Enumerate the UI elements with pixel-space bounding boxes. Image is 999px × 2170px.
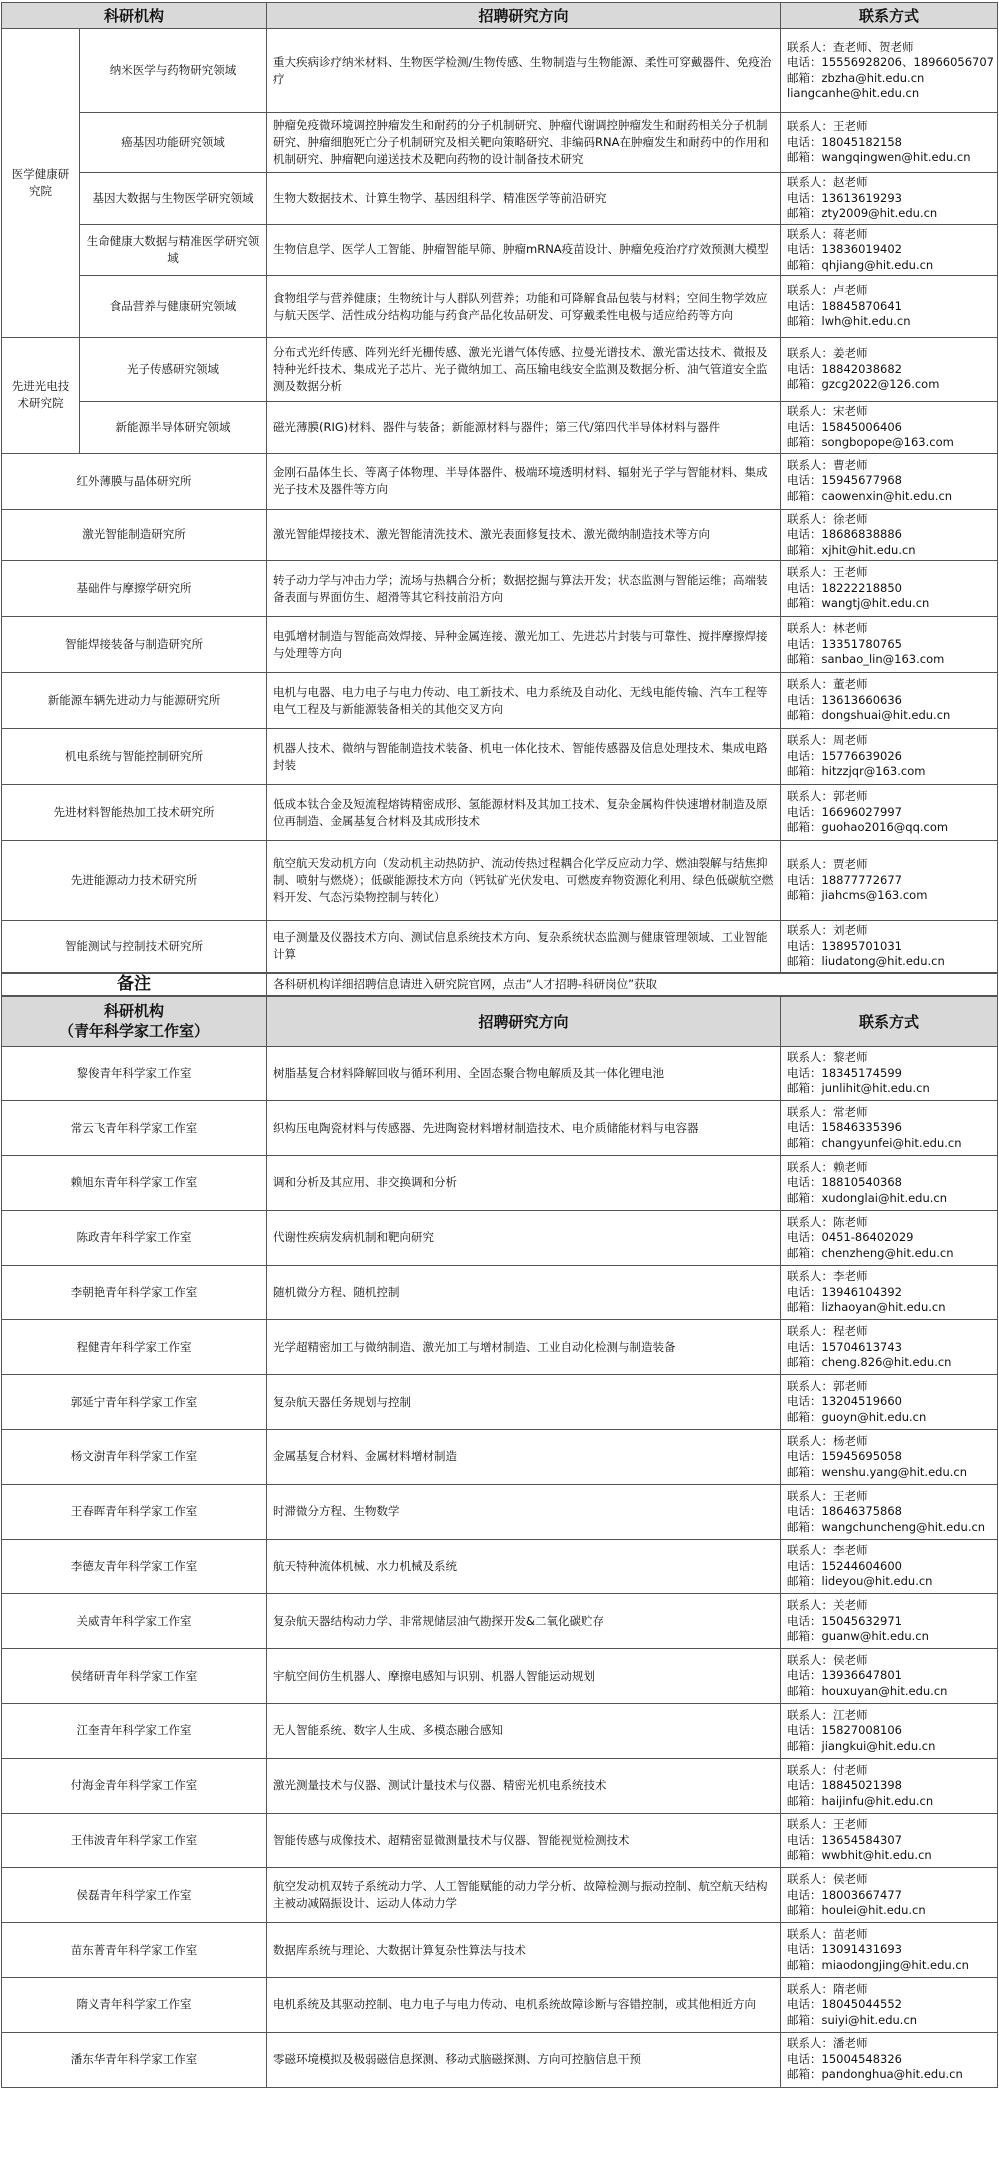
contact-line: 电话：15945677968: [787, 473, 902, 488]
contact-line: 电话：18345174599: [787, 1065, 902, 1080]
studio-name: 王伟波青年科学家工作室: [2, 1813, 267, 1868]
contact-line: 电话：13946104392: [787, 1284, 902, 1299]
contact-line: 邮箱：wangtj@hit.edu.cn: [787, 596, 930, 611]
studio-name: 李德友青年科学家工作室: [2, 1539, 267, 1594]
institute-name: 红外薄膜与晶体研究所: [2, 453, 267, 509]
contact-line: 电话：13613660636: [787, 692, 902, 707]
institute-row: [2, 785, 998, 841]
note-table: [1, 973, 998, 996]
contact-line: 联系人：宋老师: [787, 404, 868, 418]
research-direction: 生物大数据技术、计算生物学、基因组科学、精准医学等前沿研究: [267, 173, 781, 225]
contact-line: 联系人：赵老师: [787, 175, 868, 189]
contact-cell: [781, 1758, 998, 1813]
contact-line: 电话：15556928206、18966056707: [787, 55, 994, 69]
studio-name: 赖旭东青年科学家工作室: [2, 1156, 267, 1211]
contact-cell: [781, 1156, 998, 1211]
contact-line: 邮箱：wangqingwen@hit.edu.cn: [787, 150, 971, 165]
contact-cell: [781, 276, 998, 338]
contact-line: 电话：15045632971: [787, 1613, 902, 1628]
research-direction: 宇航空间仿生机器人、摩擦电感知与识别、机器人智能运动规划: [267, 1649, 781, 1704]
contact-line: 联系人：王老师: [787, 1817, 868, 1832]
contact-line: 邮箱：wangchuncheng@hit.edu.cn: [787, 1519, 986, 1534]
contact-cell: [781, 338, 998, 402]
research-field: 癌基因功能研究领域: [80, 113, 267, 173]
contact-line: 联系人：付老师: [787, 1762, 868, 1777]
studio-row: [2, 1320, 998, 1375]
institute-name: 先进光电技术研究院: [2, 338, 80, 454]
contact-cell: [781, 402, 998, 454]
contact-line: 电话：13654584307: [787, 1832, 902, 1847]
contact-cell: [781, 113, 998, 173]
contact-line: 联系人：江老师: [787, 1707, 868, 1722]
institute-row: [2, 173, 998, 225]
recruitment-sheet: [1, 2, 997, 2088]
contact-cell: [781, 1704, 998, 1759]
research-field: 光子传感研究领域: [80, 338, 267, 402]
contact-line: 联系人：潘老师: [787, 2036, 868, 2051]
contact-line: 联系人：李老师: [787, 1543, 868, 1558]
contact-line: 联系人：王老师: [787, 565, 868, 580]
contact-line: 电话：18003667477: [787, 1887, 902, 1902]
contact-line: 联系人：王老师: [787, 1488, 868, 1503]
studio-name: 王春晖青年科学家工作室: [2, 1484, 267, 1539]
institute-row: [2, 673, 998, 729]
contact-line: 邮箱：houlei@hit.edu.cn: [787, 1903, 926, 1918]
research-direction: 电子测量及仪器技术方向、测试信息系统技术方向、复杂系统状态监测与健康管理领域、工业智能计算: [267, 921, 781, 973]
contact-line: 联系人：苗老师: [787, 1926, 868, 1941]
studio-row: [2, 1758, 998, 1813]
contact-line: 邮箱：lwh@hit.edu.cn: [787, 314, 911, 329]
research-direction: 重大疾病诊疗纳米材料、生物医学检测/生物传感、生物制造与生物能源、柔性可穿戴器件、免疫治疗: [267, 29, 781, 113]
research-direction: 机器人技术、微纳与智能制造技术装备、机电一体化技术、智能传感器及信息处理技术、集成电路封装: [267, 729, 781, 785]
contact-line: 联系人：陈老师: [787, 1214, 868, 1229]
contact-line: 电话：15945695058: [787, 1449, 902, 1464]
research-direction: 电机系统及其驱动控制、电力电子与电力传动、电机系统故障诊断与容错控制，或其他相近方向: [267, 1978, 781, 2033]
contact-line: 电话：18845870641: [787, 298, 902, 313]
contact-line: 联系人：黎老师: [787, 1050, 868, 1065]
studio-row: [2, 1156, 998, 1211]
contact-line: 电话：15827008106: [787, 1723, 902, 1738]
contact-cell: [781, 785, 998, 841]
contact-cell: [781, 1046, 998, 1101]
contact-cell: [781, 1539, 998, 1594]
research-direction: 肿瘤免疫微环境调控肿瘤发生和耐药的分子机制研究、肿瘤代谢调控肿瘤发生和耐药相关分子机制研究、肿瘤细胞死亡分子机制研究及相关靶向策略研究、非编码RNA在肿瘤发生和耐药中的作用和机制研究、肿瘤靶向递送技术及靶向药物的设计制备技术研究: [267, 113, 781, 173]
contact-line: 联系人：隋老师: [787, 1981, 868, 1996]
contact-line: 邮箱：suiyi@hit.edu.cn: [787, 2012, 918, 2027]
institute-row: [2, 509, 998, 561]
studio-name: 隋义青年科学家工作室: [2, 1978, 267, 2033]
institute-row: [2, 402, 998, 454]
contact-line: 电话：15846335396: [787, 1120, 902, 1135]
research-direction: 航空发动机双转子系统动力学、人工智能赋能的动力学分析、故障检测与振动控制、航空航天结构主被动减隔振设计、运动人体动力学: [267, 1868, 781, 1923]
studio-row: [2, 1649, 998, 1704]
header-institution: 科研机构: [2, 3, 267, 29]
research-direction: 激光测量技术与仪器、测试计量技术与仪器、精密光机电系统技术: [267, 1758, 781, 1813]
contact-line: 联系人：郭老师: [787, 789, 868, 804]
contact-line: 电话：18222218850: [787, 580, 902, 595]
contact-line: 邮箱：wwbhit@hit.edu.cn: [787, 1848, 932, 1863]
contact-line: 邮箱：xudonglai@hit.edu.cn: [787, 1190, 948, 1205]
institute-row: [2, 617, 998, 673]
studio-name: 李朝艳青年科学家工作室: [2, 1265, 267, 1320]
research-direction: 织构压电陶瓷材料与传感器、先进陶瓷材料增材制造技术、电介质储能材料与电容器: [267, 1101, 781, 1156]
contact-line: 电话：13091431693: [787, 1942, 902, 1957]
contact-cell: [781, 729, 998, 785]
research-direction: 零磁环境模拟及极弱磁信息探测、移动式脑磁探测、方向可控脑信息干预: [267, 2032, 781, 2087]
studio-row: [2, 1101, 998, 1156]
contact-line: 邮箱：qhjiang@hit.edu.cn: [787, 257, 934, 272]
studio-row: [2, 1046, 998, 1101]
contact-line: 联系人：程老师: [787, 1324, 868, 1339]
contact-line: 联系人：侯老师: [787, 1652, 868, 1667]
contact-line: 邮箱：songbopope@163.com: [787, 435, 954, 449]
contact-line: 联系人：郭老师: [787, 1378, 868, 1393]
contact-cell: [781, 509, 998, 561]
research-field: 食品营养与健康研究领域: [80, 276, 267, 338]
contact-line: 联系人：徐老师: [787, 511, 868, 526]
contact-line: 联系人：董老师: [787, 677, 868, 692]
contact-line: 电话：15704613743: [787, 1339, 902, 1354]
contact-line: 邮箱：jiahcms@163.com: [787, 888, 928, 903]
contact-cell: [781, 1101, 998, 1156]
contact-line: 邮箱：liudatong@hit.edu.cn: [787, 954, 945, 968]
institute-name: 医学健康研究院: [2, 29, 80, 338]
research-direction: 转子动力学与冲击力学；流场与热耦合分析；数据挖掘与算法开发；状态监测与智能运维；高端装备表面与界面仿生、超滑等其它科技前沿方向: [267, 561, 781, 617]
contact-line: 邮箱：zbzha@hit.edu.cn: [787, 70, 925, 85]
research-direction: 无人智能系统、数字人生成、多模态融合感知: [267, 1704, 781, 1759]
contact-line: 联系人：赖老师: [787, 1159, 868, 1174]
contact-cell: [781, 673, 998, 729]
contact-line: 电话：18842038682: [787, 361, 902, 376]
contact-line: 邮箱：guanw@hit.edu.cn: [787, 1629, 929, 1644]
contact-line: 联系人：关老师: [787, 1598, 868, 1613]
research-direction: 食物组学与营养健康；生物统计与人群队列营养；功能和可降解食品包装与材料；空间生物学效应与航天医学、活性成分结构功能与药食产品化妆品研发、可穿戴柔性电极与适应给药等方向: [267, 276, 781, 338]
studio-row: [2, 1484, 998, 1539]
studio-name: 杨文澍青年科学家工作室: [2, 1430, 267, 1485]
contact-line: 电话：18810540368: [787, 1175, 902, 1190]
studio-row: [2, 2032, 998, 2087]
contact-line: 联系人：蒋老师: [787, 226, 868, 241]
contact-line: 邮箱：cheng.826@hit.edu.cn: [787, 1355, 952, 1370]
institute-row: [2, 224, 998, 276]
contact-line: 联系人：王老师: [787, 119, 868, 134]
studio-name: 黎俊青年科学家工作室: [2, 1046, 267, 1101]
note-text: 各科研机构详细招聘信息请进入研究院官网，点击“人才招聘-科研岗位”获取: [267, 973, 998, 995]
contact-line: 邮箱：caowenxin@hit.edu.cn: [787, 488, 953, 503]
contact-cell: [781, 561, 998, 617]
contact-line: 电话：16696027997: [787, 804, 902, 819]
contact-line: 电话：15244604600: [787, 1558, 902, 1573]
contact-cell: [781, 1978, 998, 2033]
studio-row: [2, 1539, 998, 1594]
institute-table-body: [2, 29, 998, 973]
research-direction: 时滞微分方程、生物数学: [267, 1484, 781, 1539]
institute-row: [2, 561, 998, 617]
research-direction: 电弧增材制造与智能高效焊接、异种金属连接、激光加工、先进芯片封装与可靠性、搅拌摩擦焊接与处理等方向: [267, 617, 781, 673]
contact-line: 邮箱：chenzheng@hit.edu.cn: [787, 1245, 954, 1260]
research-field: 纳米医学与药物研究领域: [80, 29, 267, 113]
contact-line: 联系人：常老师: [787, 1104, 868, 1119]
contact-cell: [781, 1430, 998, 1485]
contact-line: 电话：18045044552: [787, 1997, 902, 2012]
contact-cell: [781, 1649, 998, 1704]
contact-line: 电话：13836019402: [787, 242, 902, 256]
institute-row: [2, 113, 998, 173]
studio-name: 程健青年科学家工作室: [2, 1320, 267, 1375]
contact-line: 联系人：贾老师: [787, 857, 868, 872]
contact-line: 联系人：曹老师: [787, 457, 868, 472]
contact-line: 电话：0451-86402029: [787, 1230, 914, 1245]
contact-cell: [781, 1594, 998, 1649]
contact-line: 电话：13204519660: [787, 1394, 902, 1409]
contact-line: 邮箱：houxuyan@hit.edu.cn: [787, 1683, 948, 1698]
studio-row: [2, 1594, 998, 1649]
contact-line: 电话：18646375868: [787, 1504, 902, 1519]
studio-name: 关威青年科学家工作室: [2, 1594, 267, 1649]
research-direction: 生物信息学、医学人工智能、肿瘤智能早筛、肿瘤mRNA疫苗设计、肿瘤免疫治疗疗效预测大模型: [267, 224, 781, 276]
institute-name: 先进材料智能热加工技术研究所: [2, 785, 267, 841]
contact-line: 邮箱：pandonghua@hit.edu.cn: [787, 2067, 963, 2082]
contact-line: 联系人：查老师、贺老师: [787, 39, 914, 54]
research-direction: 调和分析及其应用、非交换调和分析: [267, 1156, 781, 1211]
contact-line: 联系人：卢老师: [787, 283, 868, 298]
research-direction: 代谢性疾病发病机制和靶向研究: [267, 1210, 781, 1265]
research-direction: 光学超精密加工与微纳制造、激光加工与增材制造、工业自动化检测与制造装备: [267, 1320, 781, 1375]
contact-cell: [781, 921, 998, 973]
institute-row: [2, 841, 998, 921]
research-field: 生命健康大数据与精准医学研究领域: [80, 224, 267, 276]
research-direction: 航天特种流体机械、水力机械及系统: [267, 1539, 781, 1594]
research-field: 基因大数据与生物医学研究领域: [80, 173, 267, 225]
research-direction: 分布式光纤传感、阵列光纤光栅传感、激光光谱气体传感、拉曼光谱技术、激光雷达技术、微报及特种光纤技术、集成光子芯片、光子微纳加工、高压输电线安全监测及数据分析、油气管道安全监测及数据分析: [267, 338, 781, 402]
research-direction: 数据库系统与理论、大数据计算复杂性算法与技术: [267, 1923, 781, 1978]
contact-line: 电话：13613619293: [787, 190, 902, 205]
studio-name: 苗东菁青年科学家工作室: [2, 1923, 267, 1978]
contact-line: 邮箱：gzcg2022@126.com: [787, 377, 940, 392]
studio-row: [2, 1923, 998, 1978]
header-contact-2: 联系方式: [781, 996, 998, 1046]
institute-name: 智能焊接装备与制造研究所: [2, 617, 267, 673]
contact-line: 邮箱：miaodongjing@hit.edu.cn: [787, 1957, 969, 1972]
contact-cell: [781, 1375, 998, 1430]
contact-cell: [781, 1868, 998, 1923]
institute-row: [2, 921, 998, 973]
research-direction: 低成本钛合金及短流程熔铸精密成形、氢能源材料及其加工技术、复杂金属构件快速增材制造及原位再制造、金属基复合材料及其成形技术: [267, 785, 781, 841]
institute-name: 先进能源动力技术研究所: [2, 841, 267, 921]
contact-line: 邮箱：xjhit@hit.edu.cn: [787, 542, 916, 557]
contact-line: 联系人：周老师: [787, 733, 868, 748]
contact-line: 联系人：侯老师: [787, 1872, 868, 1887]
institute-name: 激光智能制造研究所: [2, 509, 267, 561]
studio-row: [2, 1868, 998, 1923]
contact-line: 邮箱：jiangkui@hit.edu.cn: [787, 1738, 936, 1753]
contact-cell: [781, 29, 998, 113]
contact-line: 联系人：李老师: [787, 1269, 868, 1284]
contact-line: 联系人：林老师: [787, 621, 868, 636]
contact-line: 电话：18686838886: [787, 527, 902, 541]
studio-row: [2, 1210, 998, 1265]
contact-cell: [781, 1923, 998, 1978]
contact-line: 邮箱：hitzzjqr@163.com: [787, 764, 926, 779]
research-direction: 树脂基复合材料降解回收与循环利用、全固态聚合物电解质及其一体化锂电池: [267, 1046, 781, 1101]
research-direction: 复杂航天器结构动力学、非常规储层油气勘探开发&二氧化碳贮存: [267, 1594, 781, 1649]
contact-cell: [781, 617, 998, 673]
contact-line: 邮箱：zty2009@hit.edu.cn: [787, 206, 938, 220]
studio-row: [2, 1265, 998, 1320]
contact-line: 电话：18845021398: [787, 1778, 902, 1792]
studio-name: 付海金青年科学家工作室: [2, 1758, 267, 1813]
institute-row: [2, 453, 998, 509]
institute-table: [1, 2, 998, 973]
research-direction: 磁光薄膜(RIG)材料、器件与装备；新能源材料与器件；第三代/第四代半导体材料与器件: [267, 402, 781, 454]
contact-cell: [781, 1484, 998, 1539]
institute-row: [2, 29, 998, 113]
studio-row: [2, 1978, 998, 2033]
contact-line: 联系人：杨老师: [787, 1433, 868, 1448]
studio-name: 侯绪研青年科学家工作室: [2, 1649, 267, 1704]
contact-cell: [781, 1320, 998, 1375]
contact-line: 邮箱：sanbao_lin@163.com: [787, 652, 945, 667]
institute-name: 智能测试与控制技术研究所: [2, 921, 267, 973]
contact-line: 邮箱：dongshuai@hit.edu.cn: [787, 708, 951, 723]
contact-line: 电话：13351780765: [787, 636, 902, 651]
contact-cell: [781, 173, 998, 225]
institute-row: [2, 338, 998, 402]
header-studio: 科研机构 （青年科学家工作室）: [2, 996, 267, 1046]
institute-name: 基础件与摩擦学研究所: [2, 561, 267, 617]
contact-line: liangcanhe@hit.edu.cn: [787, 86, 920, 100]
contact-line: 电话：15845006406: [787, 419, 902, 434]
contact-line: 联系人：姜老师: [787, 346, 868, 361]
contact-line: 电话：18045182158: [787, 134, 902, 149]
contact-line: 电话：13936647801: [787, 1668, 902, 1683]
studio-table: [1, 996, 998, 2088]
studio-row: [2, 1375, 998, 1430]
contact-cell: [781, 841, 998, 921]
contact-line: 邮箱：wenshu.yang@hit.edu.cn: [787, 1464, 968, 1479]
institute-row: [2, 729, 998, 785]
contact-line: 邮箱：junlihit@hit.edu.cn: [787, 1081, 930, 1096]
contact-cell: [781, 1210, 998, 1265]
research-direction: 航空航天发动机方向（发动机主动热防护、流动传热过程耦合化学反应动力学、燃油裂解与结焦抑制、喷射与燃烧）；低碳能源技术方向（钙钛矿光伏发电、可燃废弃物资源化利用、绿色低碳航空燃料开发、气态污染物控制与转化）: [267, 841, 781, 921]
studio-name: 常云飞青年科学家工作室: [2, 1101, 267, 1156]
header-direction: 招聘研究方向: [267, 3, 781, 29]
research-field: 新能源半导体研究领域: [80, 402, 267, 454]
contact-line: 邮箱：guohao2016@qq.com: [787, 820, 949, 835]
research-direction: 随机微分方程、随机控制: [267, 1265, 781, 1320]
studio-name: 郭延宁青年科学家工作室: [2, 1375, 267, 1430]
research-direction: 金属基复合材料、金属材料增材制造: [267, 1430, 781, 1485]
institute-name: 机电系统与智能控制研究所: [2, 729, 267, 785]
research-direction: 激光智能焊接技术、激光智能清洗技术、激光表面修复技术、激光微纳制造技术等方向: [267, 509, 781, 561]
contact-line: 邮箱：haijinfu@hit.edu.cn: [787, 1793, 934, 1808]
contact-line: 邮箱：changyunfei@hit.edu.cn: [787, 1135, 962, 1150]
contact-line: 电话：13895701031: [787, 938, 902, 953]
contact-line: 邮箱：lideyou@hit.edu.cn: [787, 1574, 933, 1589]
contact-line: 邮箱：lizhaoyan@hit.edu.cn: [787, 1300, 946, 1315]
contact-line: 电话：15004548326: [787, 2051, 902, 2066]
research-direction: 电机与电器、电力电子与电力传动、电工新技术、电力系统及自动化、无线电能传输、汽车工程等电气工程及与新能源装备相关的其他交叉方向: [267, 673, 781, 729]
studio-row: [2, 1813, 998, 1868]
contact-cell: [781, 224, 998, 276]
contact-line: 邮箱：guoyn@hit.edu.cn: [787, 1409, 927, 1424]
research-direction: 金刚石晶体生长、等离子体物理、半导体器件、极端环境透明材料、辐射光子学与智能材料、集成光子技术及器件等方向: [267, 453, 781, 509]
contact-cell: [781, 1265, 998, 1320]
research-direction: 复杂航天器任务规划与控制: [267, 1375, 781, 1430]
studio-name: 陈政青年科学家工作室: [2, 1210, 267, 1265]
header-direction-2: 招聘研究方向: [267, 996, 781, 1046]
contact-line: 电话：15776639026: [787, 748, 902, 763]
contact-cell: [781, 1813, 998, 1868]
contact-line: 电话：18877772677: [787, 872, 902, 887]
studio-table-body: [2, 1046, 998, 2087]
note-label: 备注: [2, 973, 267, 995]
studio-name: 侯磊青年科学家工作室: [2, 1868, 267, 1923]
studio-name: 潘东华青年科学家工作室: [2, 2032, 267, 2087]
contact-cell: [781, 453, 998, 509]
contact-line: 联系人：刘老师: [787, 923, 868, 937]
header-contact: 联系方式: [781, 3, 998, 29]
contact-cell: [781, 2032, 998, 2087]
studio-row: [2, 1430, 998, 1485]
studio-name: 江奎青年科学家工作室: [2, 1704, 267, 1759]
institute-row: [2, 276, 998, 338]
institute-name: 新能源车辆先进动力与能源研究所: [2, 673, 267, 729]
studio-row: [2, 1704, 998, 1759]
research-direction: 智能传感与成像技术、超精密显微测量技术与仪器、智能视觉检测技术: [267, 1813, 781, 1868]
